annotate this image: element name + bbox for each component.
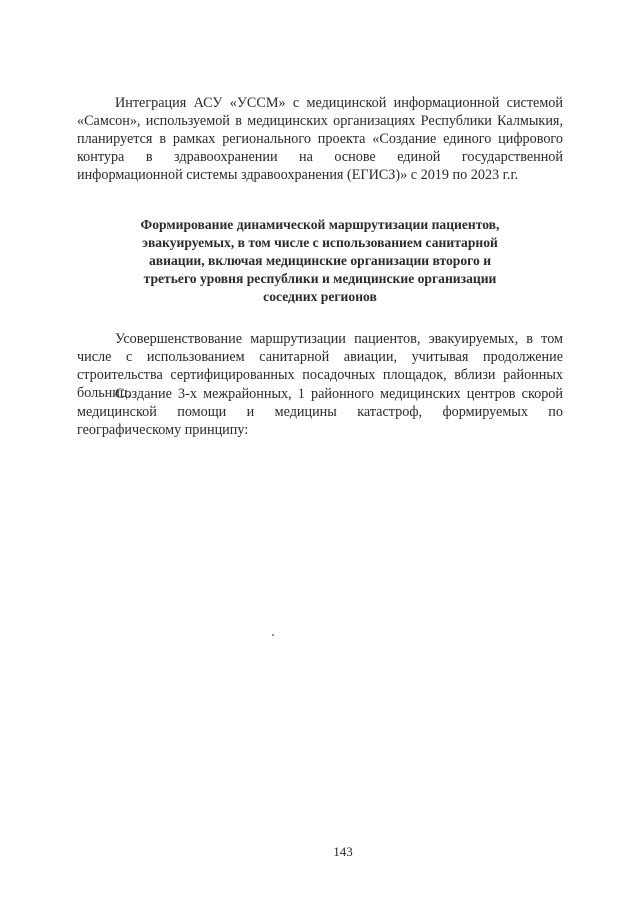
integration-paragraph: Интеграция АСУ «УССМ» с медицинской информационной системой «Самсон», используемой в медицинских организациях Республики Калмыкия, планируется в рамках регионального проекта «Создание единого цифрового контура в здравоохранении на основе единой государственной информационной системы здравоохранения (ЕГИСЗ)» с 2019 по 2023 г.г.	[77, 95, 563, 183]
page-number: 143	[333, 844, 353, 859]
scan-speck	[272, 634, 274, 636]
section-heading	[100, 216, 540, 306]
section-heading-line: Формирование динамической маршрутизации пациентов,	[140, 217, 500, 232]
section-heading-line: соседних регионов	[263, 289, 377, 304]
section-heading-line: третьего уровня республики и медицинские организации	[143, 271, 497, 286]
section-heading-line: авиации, включая медицинские организации второго и	[148, 253, 492, 268]
routing-paragraph: Усовершенствование маршрутизации пациентов, эвакуируемых, в том числе с использованием санитарной авиации, учитывая продолжение строительства сертифицированных посадочных площадок, вблизи районных больниц.	[77, 331, 563, 401]
centers-paragraph: Создание 3-х межрайонных, 1 районного медицинских центров скорой медицинской помощи и медицины катастроф, формируемых по географическому принципу:	[77, 386, 563, 438]
section-heading-line: эвакуируемых, в том числе с использованием санитарной	[142, 235, 498, 250]
